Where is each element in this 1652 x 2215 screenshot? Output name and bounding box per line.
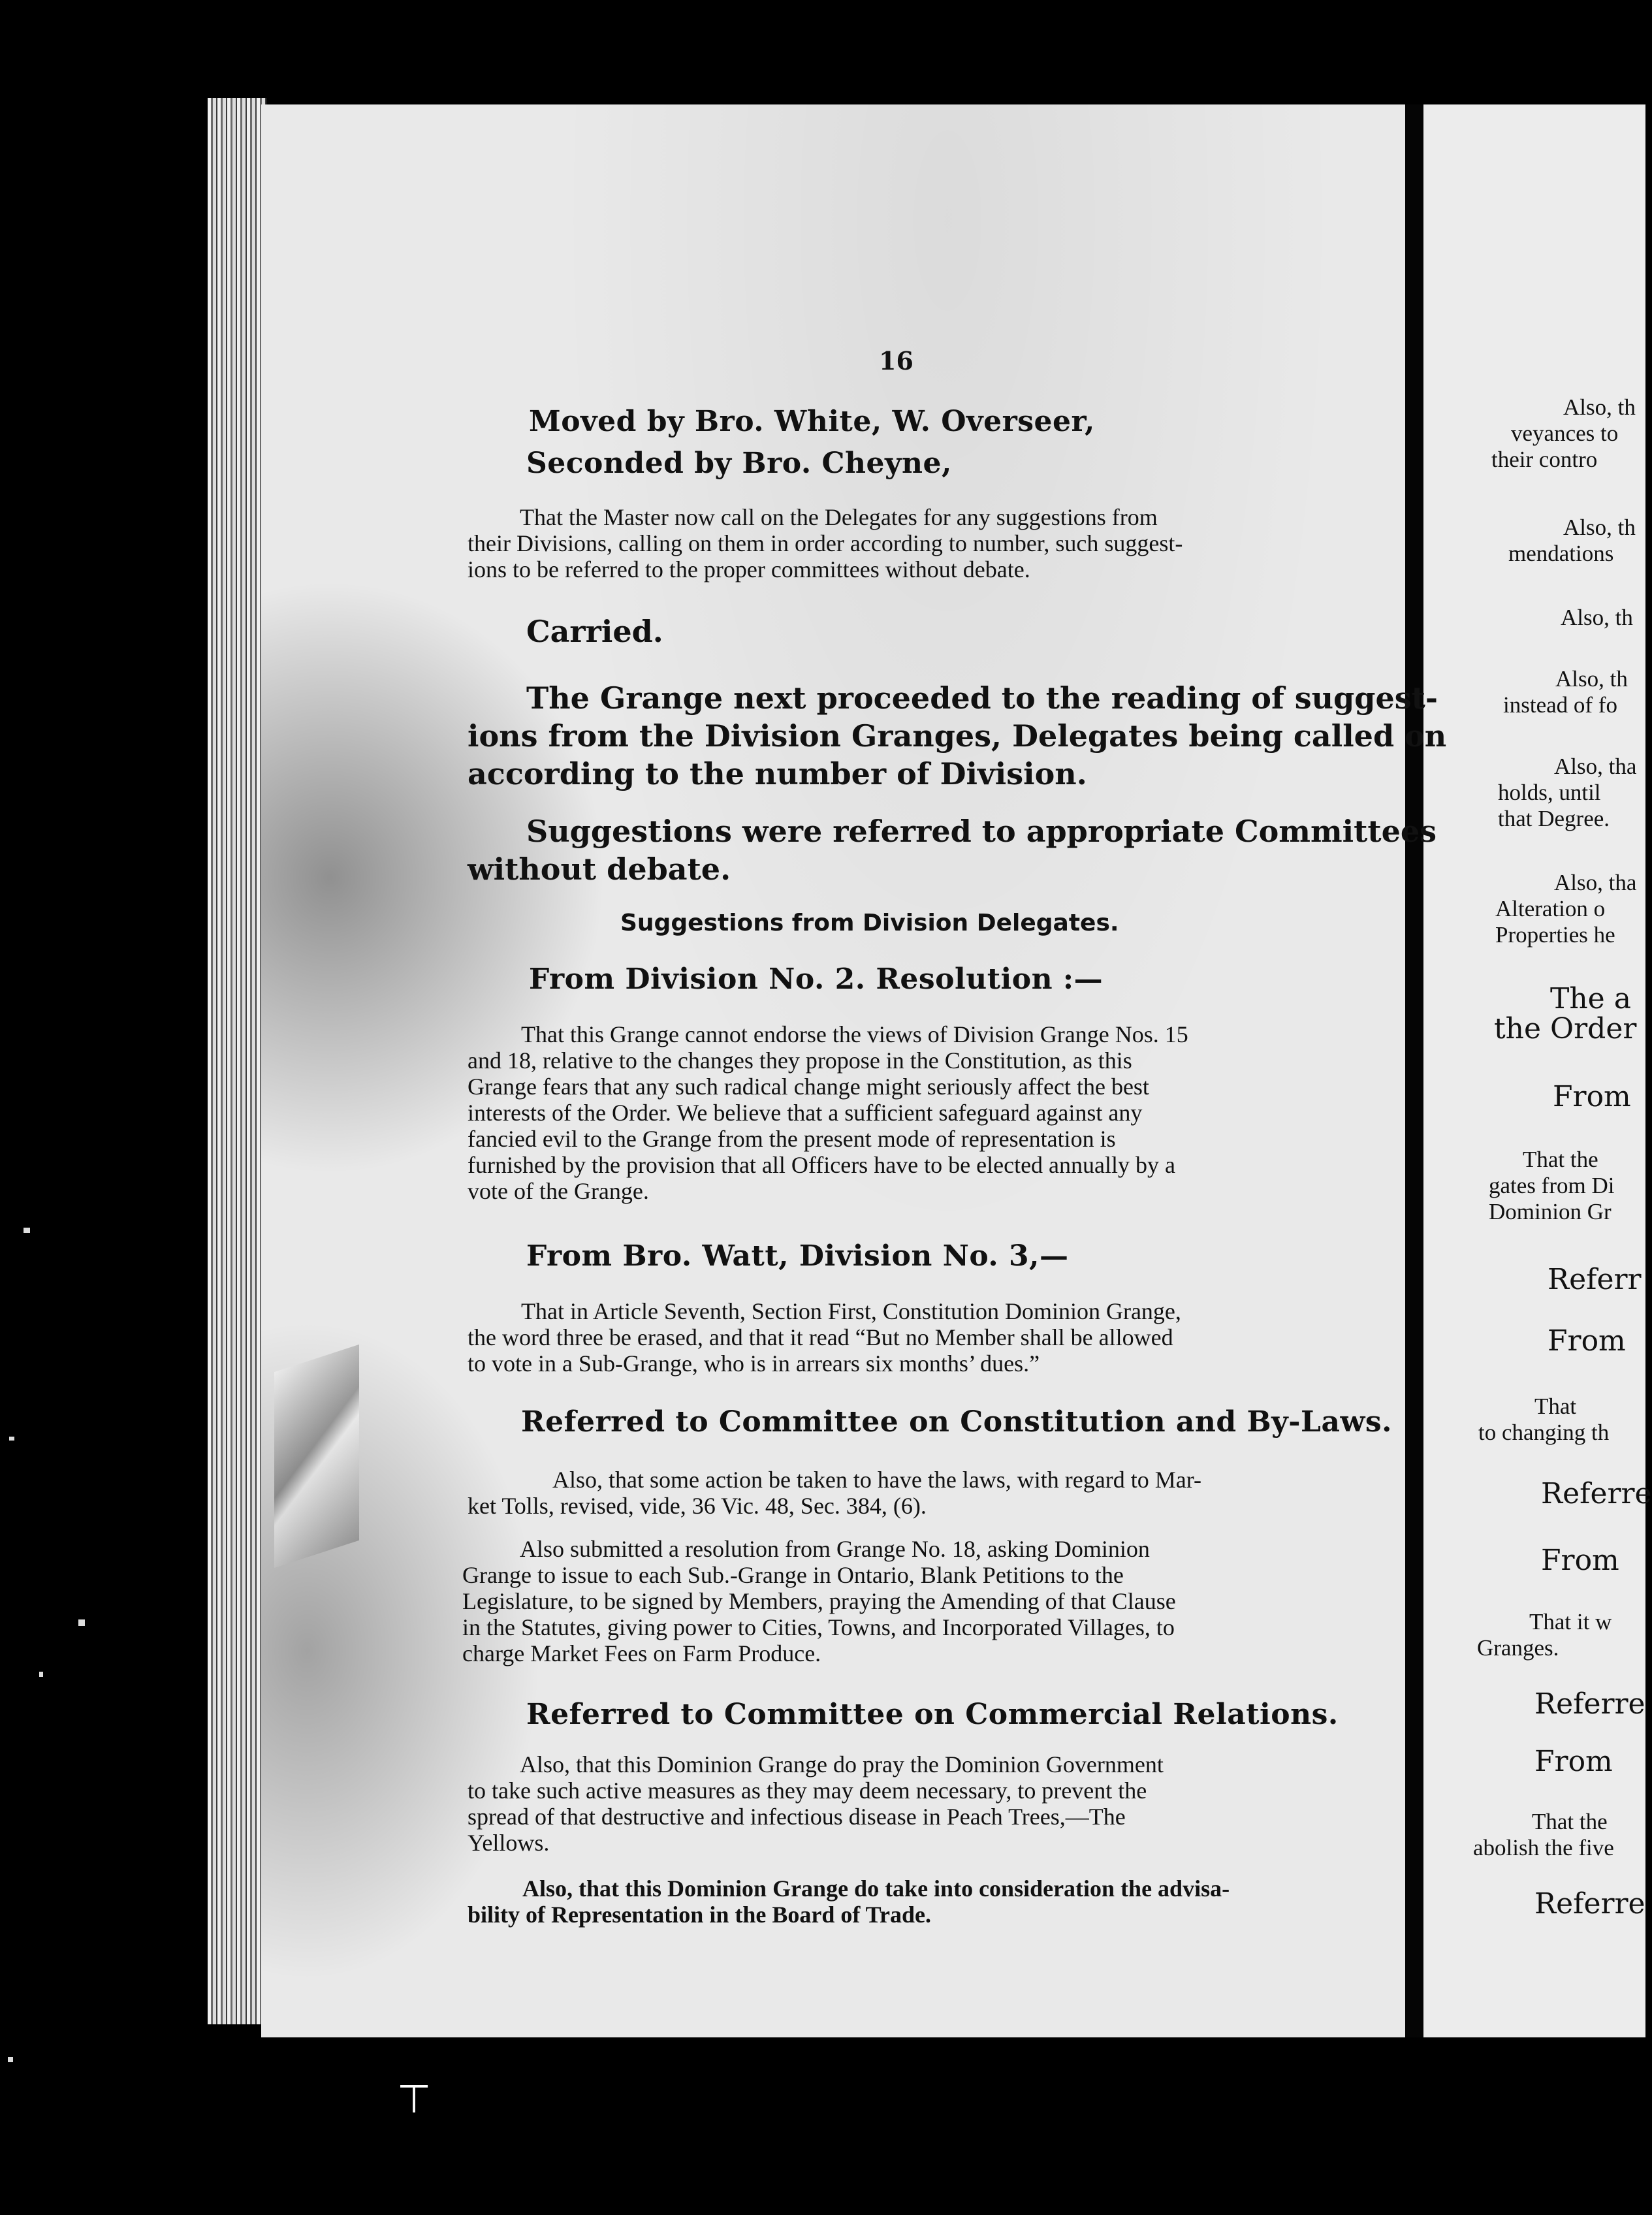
section-heading: Suggestions from Division Delegates. — [620, 910, 1119, 936]
peach-line: Also, that this Dominion Grange do pray the Dominion Government — [520, 1751, 1164, 1777]
motion-line: their Divisions, calling on them in order according to number, such suggest- — [468, 530, 1183, 556]
watt-line: the word three be erased, and that it read “But no Member shall be allowed — [468, 1324, 1173, 1350]
right-fragment: Referre — [1534, 1687, 1645, 1721]
division-2-line: interests of the Order. We believe that a sufficient safeguard against any — [468, 1100, 1143, 1126]
right-fragment: veyances to — [1511, 421, 1619, 446]
division-2-line: and 18, relative to the changes they propose in the Constitution, as this — [468, 1047, 1132, 1074]
right-fragment: That — [1534, 1394, 1577, 1419]
division-2-heading: From Division No. 2. Resolution :— — [529, 963, 1104, 996]
right-fragment: That it w — [1529, 1609, 1612, 1634]
right-fragment: Referre — [1541, 1477, 1652, 1510]
grange-proceeded-line: The Grange next proceeded to the reading of suggest- — [526, 680, 1438, 716]
petition-line: Legislature, to be signed by Members, praying the Amending of that Clause — [462, 1588, 1176, 1614]
division-2-line: Grange fears that any such radical change might seriously affect the best — [468, 1074, 1149, 1100]
page-crease — [274, 1345, 359, 1568]
right-fragment: that Degree. — [1498, 806, 1610, 831]
right-fragment: Properties he — [1495, 922, 1615, 948]
petition-line: Grange to issue to each Sub.-Grange in Ontario, Blank Petitions to the — [462, 1562, 1124, 1588]
right-fragment: That the — [1532, 1809, 1608, 1834]
seconded-by: Seconded by Bro. Cheyne, — [526, 447, 952, 480]
scan-speck — [8, 2057, 13, 2062]
petition-line: charge Market Fees on Farm Produce. — [462, 1640, 821, 1666]
referred-constitution: Referred to Committee on Constitution and By-Laws. — [521, 1405, 1392, 1439]
right-fragment: That the — [1523, 1147, 1598, 1172]
petition-line: in the Statutes, giving power to Cities, Towns, and Incorporated Villages, to — [462, 1614, 1175, 1640]
suggestions-referred-line: without debate. — [468, 852, 731, 887]
grange-proceeded-line: according to the number of Division. — [468, 756, 1087, 791]
right-fragment: Alteration o — [1495, 896, 1606, 921]
right-fragment: Referr — [1548, 1263, 1642, 1296]
division-2-line: vote of the Grange. — [468, 1178, 649, 1204]
watt-heading: From Bro. Watt, Division No. 3,— — [526, 1239, 1069, 1273]
right-fragment: mendations — [1508, 541, 1614, 566]
peach-line: Yellows. — [468, 1830, 550, 1856]
right-fragment: Also, tha — [1554, 754, 1637, 779]
scan-speck — [24, 1228, 30, 1233]
right-fragment: From — [1541, 1544, 1619, 1577]
scan-speck — [78, 1619, 85, 1626]
right-fragment: From — [1553, 1080, 1631, 1113]
peach-line: to take such active measures as they may deem necessary, to prevent the — [468, 1777, 1147, 1804]
trade-line: Also, that this Dominion Grange do take into consideration the advisa- — [522, 1875, 1230, 1902]
right-fragment: instead of fo — [1503, 692, 1617, 718]
division-2-line: That this Grange cannot endorse the views of Division Grange Nos. 15 — [521, 1021, 1188, 1047]
right-fragment: Also, th — [1563, 515, 1636, 540]
scan-speck — [9, 1437, 14, 1441]
right-fragment: Also, th — [1561, 605, 1633, 630]
right-fragment: The a — [1550, 982, 1631, 1015]
right-fragment: abolish the five — [1473, 1835, 1614, 1860]
right-fragment: to changing th — [1478, 1420, 1610, 1445]
right-fragment: Also, th — [1563, 394, 1636, 420]
tolls-line: ket Tolls, revised, vide, 36 Vic. 48, Sec. 384, (6). — [468, 1493, 927, 1519]
division-2-line: fancied evil to the Grange from the present mode of representation is — [468, 1126, 1116, 1152]
scan-mark-icon: ⊤ — [397, 2077, 432, 2122]
scan-speck — [39, 1672, 43, 1677]
right-fragment: Also, th — [1555, 666, 1628, 692]
petition-line: Also submitted a resolution from Grange No. 18, asking Dominion — [520, 1536, 1150, 1562]
right-fragment: Also, tha — [1554, 870, 1637, 895]
trade-line: bility of Representation in the Board of Trade. — [468, 1902, 931, 1928]
page-number: 16 — [879, 346, 913, 375]
motion-line: That the Master now call on the Delegates for any suggestions from — [520, 504, 1158, 530]
watt-line: to vote in a Sub-Grange, who is in arrears six months’ dues.” — [468, 1350, 1040, 1377]
division-2-line: furnished by the provision that all Officers have to be elected annually by a — [468, 1152, 1175, 1178]
right-fragment: From — [1548, 1324, 1626, 1358]
watt-line: That in Article Seventh, Section First, Constitution Dominion Grange, — [521, 1298, 1181, 1324]
right-fragment: their contro — [1491, 447, 1598, 472]
motion-line: ions to be referred to the proper committees without debate. — [468, 556, 1030, 582]
grange-proceeded-line: ions from the Division Granges, Delegates being called on — [468, 718, 1447, 754]
book-gutter — [1405, 104, 1423, 2037]
moved-by: Moved by Bro. White, W. Overseer, — [529, 405, 1095, 438]
referred-commercial: Referred to Committee on Commercial Relations. — [526, 1698, 1339, 1731]
suggestions-referred-line: Suggestions were referred to appropriate Committees — [526, 814, 1437, 849]
book-page-edges — [208, 98, 266, 2024]
tolls-line: Also, that some action be taken to have the laws, with regard to Mar- — [552, 1467, 1201, 1493]
right-fragment: Dominion Gr — [1489, 1199, 1612, 1224]
right-fragment: Granges. — [1477, 1635, 1559, 1661]
right-fragment: holds, until — [1498, 780, 1601, 805]
right-fragment: the Order — [1494, 1012, 1637, 1045]
carried: Carried. — [526, 614, 663, 649]
right-fragment: gates from Di — [1489, 1173, 1615, 1198]
right-fragment: Referre — [1534, 1887, 1645, 1920]
right-fragment: From — [1534, 1745, 1613, 1778]
peach-line: spread of that destructive and infectious disease in Peach Trees,—The — [468, 1804, 1126, 1830]
